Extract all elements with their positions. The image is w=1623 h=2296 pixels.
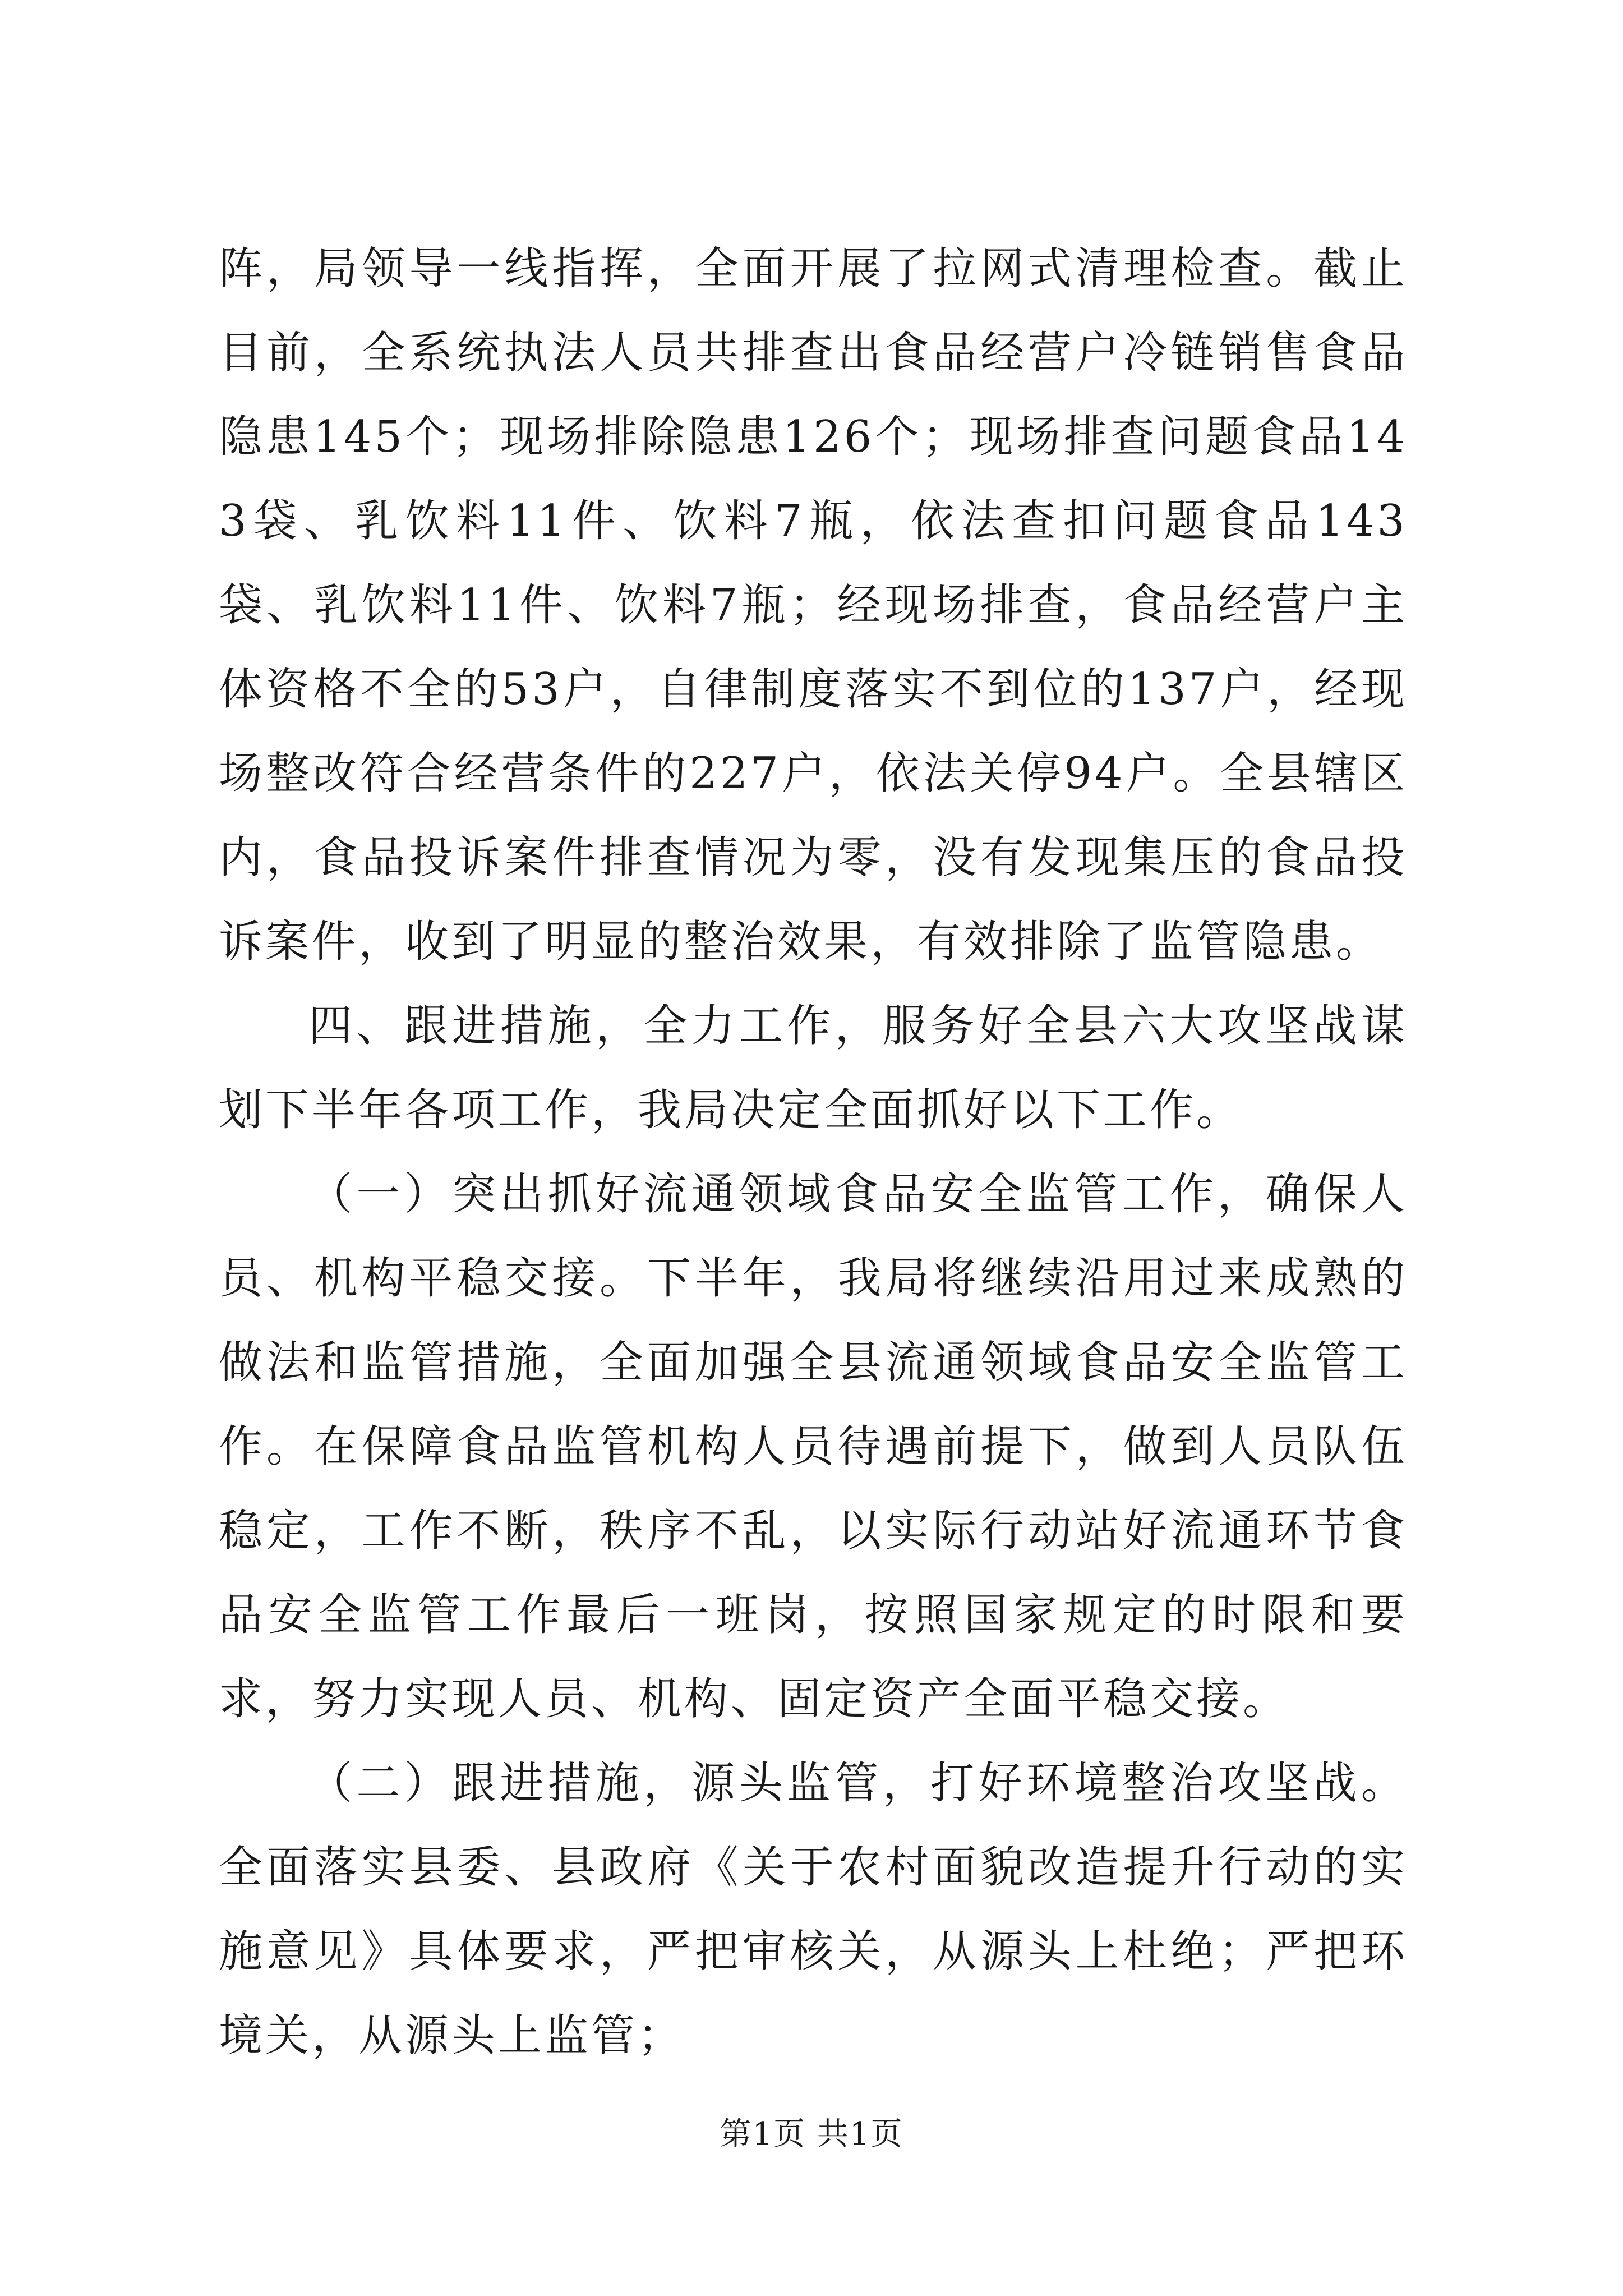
- page-footer: 第1页 共1页: [720, 2116, 903, 2152]
- paragraph-section-four: 四、跟进措施，全力工作，服务好全县六大攻坚战谋划下半年各项工作，我局决定全面抓好以下工作。: [219, 1001, 1408, 1135]
- document-body: [219, 227, 1408, 2078]
- paragraph-item-two: （二）跟进措施，源头监管，打好环境整治攻坚战。全面落实县委、县政府《关于农村面貌改造提升行动的实施意见》具体要求，严把审核关，从源头上杜绝；严把环境关，从源头上监管；: [219, 1758, 1408, 2061]
- paragraph-item-one: （一）突出抓好流通领域食品安全监管工作，确保人员、机构平稳交接。下半年，我局将继续沿用过来成熟的做法和监管措施，全面加强全县流通领域食品安全监管工作。在保障食品监管机构人员待遇前提下，做到人员队伍稳定，工作不断，秩序不乱，以实际行动站好流通环节食品安全监管工作最后一班岗，按照国家规定的时限和要求，努力实现人员、机构、固定资产全面平稳交接。: [219, 1169, 1408, 1724]
- paragraph-continuation: 阵，局领导一线指挥，全面开展了拉网式清理检查。截止目前，全系统执法人员共排查出食品经营户冷链销售食品隐患145个；现场排除隐患126个；现场排查问题食品143袋、乳饮料11件、饮料7瓶，依法查扣问题食品143袋、乳饮料11件、饮料7瓶；经现场排查，食品经营户主体资格不全的53户，自律制度落实不到位的137户，经现场整改符合经营条件的227户，依法关停94户。全县辖区内，食品投诉案件排查情况为零，没有发现集压的食品投诉案件，收到了明显的整治效果，有效排除了监管隐患。: [219, 243, 1408, 967]
